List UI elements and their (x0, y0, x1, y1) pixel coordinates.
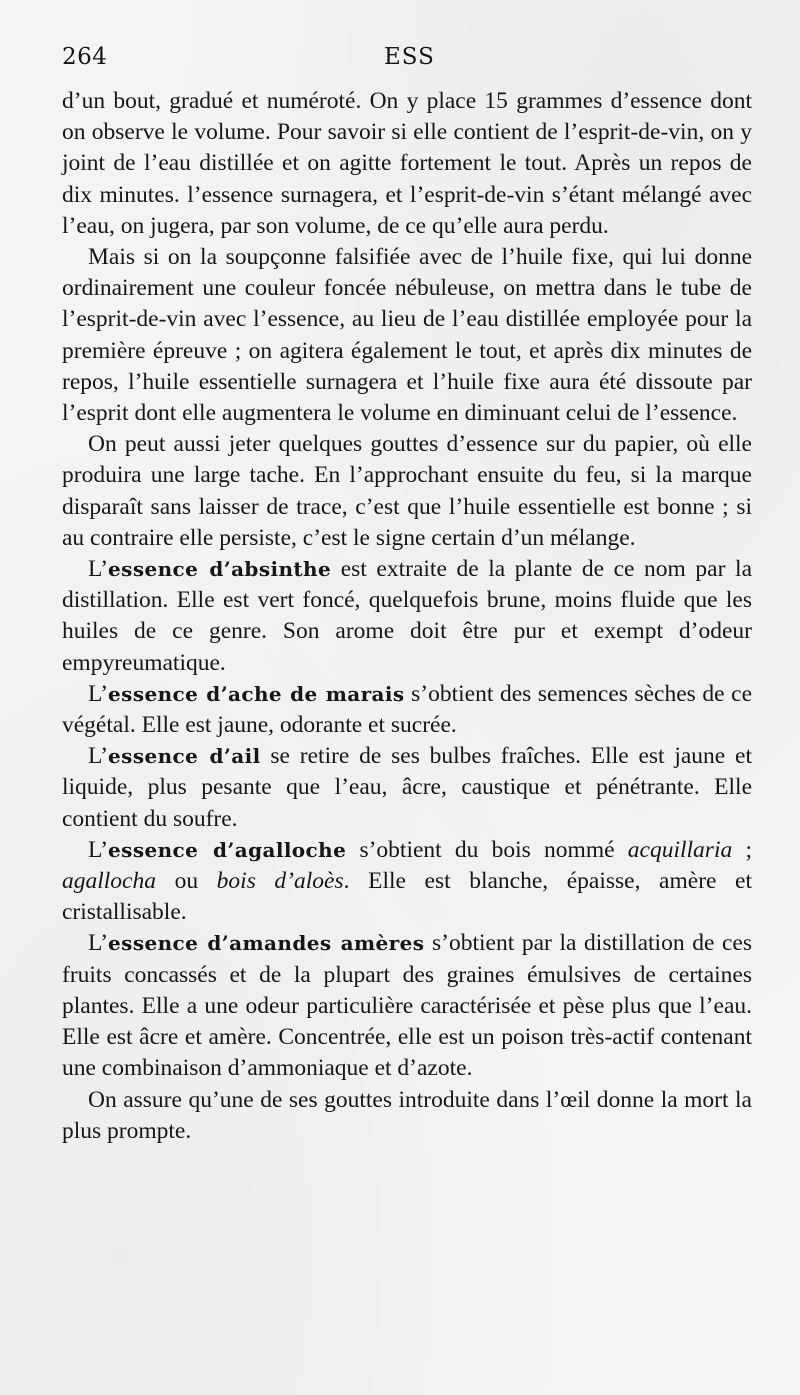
paragraph-text: On peut aussi jeter quelques gouttes d’essence sur du papier, où elle produira une large tache. En l’approchant ensuite du feu, si la marque disparaît sans laisser de trace, c’est que l’huile essentielle est bonne ; si au contraire elle persiste, c’est le signe certain d’un mélange. (62, 431, 752, 551)
entry-essence-amandes-ameres (62, 928, 752, 1084)
entry-term: essence d’amandes amères (108, 931, 425, 956)
entry-essence-ail (62, 741, 752, 835)
entry-text: ; (732, 836, 752, 863)
body-text (62, 86, 752, 1147)
entry-lead: L’ (88, 930, 109, 957)
paragraph-text: d’un bout, gradué et numéroté. On y place 15 grammes d’essence dont on observe le volume. Pour savoir si elle contient de l’esprit-de-vin, on y joint de l’eau distillée et on agitte fortement le tout. Après un repos de dix minutes. l’essence surnagera, et l’esprit-de-vin s’étant mélangé avec l’eau, on jugera, par son volume, de ce qu’elle aura perdu. (62, 88, 752, 239)
entry-italic: bois d’aloès (216, 868, 344, 895)
paragraph-fixed-oil-test (62, 242, 752, 429)
entry-text: s’obtient du bois nommé (346, 836, 628, 863)
paragraph-text: Mais si on la soupçonne falsifiée avec de l’huile fixe, qui lui donne ordinairement une couleur foncée nébuleuse, on mettra dans le tube de l’esprit-de-vin avec l’essence, au lieu de l’eau distillée employée pour la première épreuve ; on agitera également le tout, et après dix minutes de repos, l’huile essentielle surnagera et l’huile fixe aura été dissoute par l’esprit dont elle augmentera le volume en diminuant celui de l’essence. (62, 244, 752, 427)
entry-italic: agallocha (62, 868, 156, 895)
entry-essence-ache (62, 679, 752, 741)
entry-essence-absinthe (62, 554, 752, 679)
entry-term: essence d’ache de marais (108, 681, 405, 706)
page-number: 264 (62, 44, 108, 70)
entry-term: essence d’agalloche (108, 837, 347, 862)
entry-essence-agalloche (62, 835, 752, 929)
paragraph-paper-test (62, 429, 752, 554)
entry-term: essence d’absinthe (108, 557, 332, 582)
entry-text: ou (156, 868, 217, 895)
page-header (62, 44, 752, 78)
entry-italic: acquillaria (627, 836, 733, 863)
entry-text: s’obtient des semences sèches de ce végétal. Elle est jaune, odorante et sucrée. (62, 680, 753, 739)
entry-lead: L’ (88, 836, 109, 863)
entry-text: s’obtient par la distillation de ces fruits concassés et de la plupart des graines émulsives de certaines plantes. Elle a une odeur particulière caractérisée et pèse plus que l’eau. Elle est âcre et amère. Concentrée, elle est un poison très-actif contenant une combinaison d’ammoniaque et d’azote. (62, 930, 753, 1082)
entry-text: est extraite de la plante de ce nom par la distillation. Elle est vert foncé, quelquefois brune, moins fluide que les huiles de ce genre. Son arome doit être pur et exempt d’odeur empyreumatique. (62, 556, 752, 676)
paragraph-text: On assure qu’une de ses gouttes introduite dans l’œil donne la mort la plus prompte. (62, 1086, 752, 1144)
running-head: ESS (384, 44, 435, 70)
entry-lead: L’ (88, 743, 109, 770)
entry-text: . Elle est blanche, épaisse, amère et cristallisable. (62, 868, 752, 926)
entry-lead: L’ (88, 556, 109, 583)
paragraph-tube-test (62, 86, 752, 242)
paragraph-poison-note (62, 1085, 752, 1147)
entry-term: essence d’ail (108, 744, 261, 769)
entry-text: se retire de ses bulbes fraîches. Elle est jaune et liquide, plus pesante que l’eau, âcre, caustique et pénétrante. Elle contient du soufre. (62, 743, 752, 832)
entry-lead: L’ (88, 680, 109, 707)
